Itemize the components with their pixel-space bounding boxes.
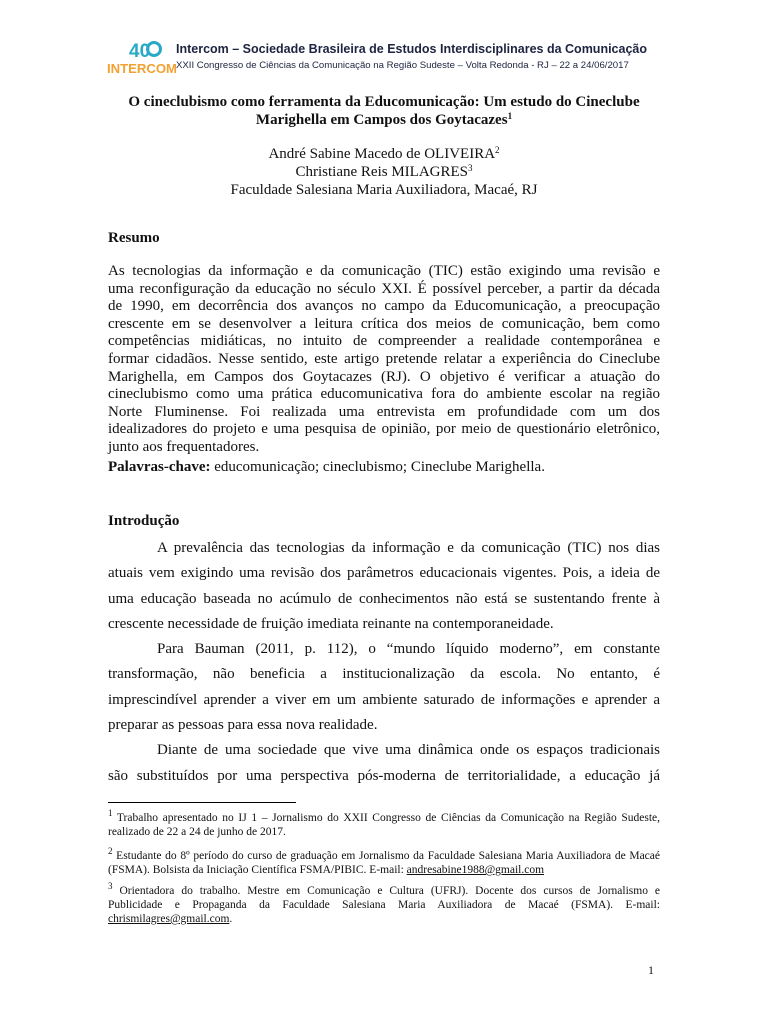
footnote-3 (108, 881, 660, 926)
title-line-2: Marighella em Campos dos Goytacazes$^1$ (255, 111, 513, 128)
intro-paragraph-3 (108, 738, 660, 789)
footnote-1-number: 1 (108, 808, 113, 818)
resumo-line: competências midiáticas, no intuito de compreender a realidade contemporânea e (108, 333, 660, 350)
body-line: uma educação baseada no acúmulo de conhecimentos não está se sustentando frente à (108, 590, 660, 607)
resumo-heading: Resumo (108, 230, 160, 246)
body-line: transformação, não beneficia a institucionalização da escola. No entanto, é (108, 666, 660, 683)
footnote-3-email-link[interactable]: chrismilagres@gmail.com (108, 913, 230, 925)
footnote-3-end: . (229, 913, 233, 925)
resumo-line: idealizadores do projeto e uma pesquisa de opinião, por meio de questionário eletrônico, (108, 421, 660, 438)
footnote-1-line: realizado de 22 a 24 de junho de 2017. (108, 826, 286, 838)
resumo-line: crescente em se desenvolver a leitura crítica dos meios de comunicação, bem como (108, 315, 660, 332)
footnote-3-line: Orientadora do trabalho. Mestre em Comunicação e Cultura (UFRJ). Docente dos cursos de Jornalismo e (112, 885, 660, 897)
header-organization: Intercom – Sociedade Brasileira de Estudos Interdisciplinares da Comunicação (176, 42, 647, 56)
intro-paragraph-2 (108, 637, 660, 738)
resumo-line: As tecnologias da informação e da comunicação (TIC) estão exigindo uma revisão e (108, 263, 660, 279)
footnote-3-number: 3 (108, 881, 113, 891)
footnote-2-line: Estudante do 8º período do curso de graduação em Jornalismo da Faculdade Salesiana Maria Auxiliadora de Macaé (112, 850, 660, 862)
author-1-footnote-ref: 2 (495, 145, 500, 155)
logo-text: INTERCOM (107, 61, 177, 76)
page-number: 1 (648, 963, 654, 977)
resumo-line: junto aos frequentadores. (108, 438, 260, 455)
body-line: preparar as pessoas para essa nova realidade. (108, 717, 378, 734)
institution: Faculdade Salesiana Maria Auxiliadora, Macaé, RJ (230, 182, 538, 198)
author-2-footnote-ref: 3 (468, 163, 473, 173)
keywords (108, 459, 660, 476)
footnote-2 (108, 846, 660, 877)
body-line: são substituídos por uma perspectiva pós-moderna de territorialidade, a educação já (108, 767, 660, 784)
resumo-paragraph (108, 263, 660, 457)
authors-block (96, 145, 672, 199)
footnote-1 (108, 808, 660, 839)
intercom-40-logo (107, 40, 177, 76)
body-line: imprescindível aprender a viver em um ambiente saturado de informações e aprender a (108, 691, 660, 708)
footnote-2-email-link[interactable]: andresabine1988@gmail.com (406, 864, 545, 876)
keywords-text: educomunicação; cineclubismo; Cineclube Marighella. (210, 459, 545, 475)
intro-paragraph-1 (108, 536, 660, 637)
resumo-line: de 1990, em decorrência dos avanços no campo da Educomunicação, a preocupação (108, 298, 660, 315)
intro-heading: Introdução (108, 513, 180, 529)
intro-body (108, 536, 660, 789)
header-congress: XXII Congresso de Ciências da Comunicação na Região Sudeste – Volta Redonda - RJ – 22 a 24/06/2017 (176, 60, 629, 71)
title-line-1: O cineclubismo como ferramenta da Educomunicação: Um estudo do Cineclube (128, 94, 640, 110)
keywords-label: Palavras-chave: (108, 459, 211, 475)
resumo-line: Marighella, em Campos dos Goytacazes (RJ). O objetivo é verificar a atuação do (108, 368, 660, 385)
body-line: A prevalência das tecnologias da informação e da comunicação (TIC) nos dias (157, 540, 660, 556)
resumo-line: Norte Fluminense. Foi realizada uma entrevista em profundidade com um dos (108, 403, 660, 420)
footnote-3-line: Publicidade e Propaganda da Faculdade Salesiana Maria Auxiliadora de Macaé (FSMA). E-mail: (108, 899, 660, 911)
footnote-2-line: (FSMA). Bolsista da Iniciação Científica FSMA/PIBIC. E-mail: (108, 864, 407, 876)
logo-number: 40 (129, 41, 151, 62)
paper-title (96, 93, 672, 129)
body-line: Para Bauman (2011, p. 112), o “mundo líquido moderno”, em constante (157, 641, 660, 658)
author-2: Christiane Reis MILAGRES$^3$ (295, 163, 473, 180)
body-line: atuais vem exigindo uma revisão dos parâmetros educacionais vigentes. Pois, a ideia de (108, 565, 660, 582)
body-line: Diante de uma sociedade que vive uma dinâmica onde os espaços tradicionais (157, 742, 660, 759)
title-footnote-ref: 1 (507, 111, 513, 121)
resumo-line: cineclubismo como uma prática educomunicativa fora do ambiente escolar na região (108, 386, 660, 403)
footnote-separator (108, 802, 296, 803)
resumo-line: uma reconfiguração da educação no século XXI. É possível perceber, a partir da década (108, 280, 660, 297)
footnote-2-number: 2 (108, 846, 113, 856)
body-line: crescente necessidade de fruição imediata reinante na contemporaneidade. (108, 615, 554, 632)
author-1: André Sabine Macedo de OLIVEIRA$^2$ (268, 145, 500, 162)
resumo-line: formar cidadãos. Nesse sentido, este artigo pretende relatar a experiência do Cineclube (108, 350, 660, 367)
footnote-1-line: Trabalho apresentado no IJ 1 – Jornalismo do XXII Congresso de Ciências da Comunicação na Região Sudeste, (112, 812, 660, 824)
